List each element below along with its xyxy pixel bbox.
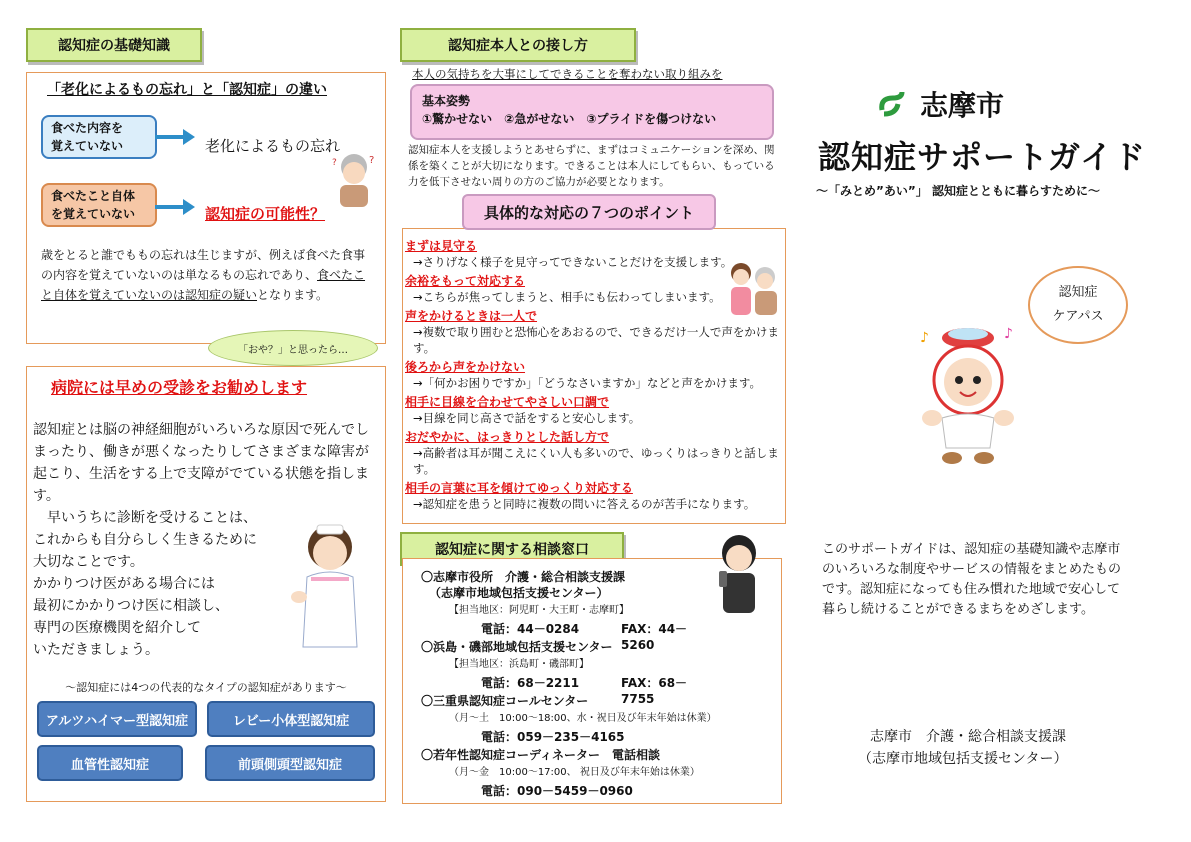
consult-name: 〇若年性認知症コーディネーター 電話相談 <box>421 748 661 762</box>
consult-sub: （志摩市地域包括支援センター） <box>429 586 609 600</box>
para-end: となります。 <box>257 288 329 302</box>
points-title: 具体的な対応の７つのポイント <box>462 194 716 230</box>
section-tag-label: 認知症に関する相談窓口 <box>435 542 589 558</box>
basics-box <box>26 72 386 344</box>
point-desc: →認知症を患うと同時に複数の問いに答えるのが苦手になります。 <box>413 497 756 511</box>
phone-operator-illustration <box>709 531 771 617</box>
point-desc: →こちらが焦ってしまうと、相手にも伝わってしまいます。 <box>413 290 721 304</box>
consult-fax: FAX：68－7755 <box>621 676 688 706</box>
footer-department: 志摩市 介護・総合相談支援課 <box>870 729 1066 745</box>
point-title: おだやかに、はっきりとした話し方で <box>405 430 610 444</box>
consult-name: 〇三重県認知症コールセンター <box>421 694 589 708</box>
city-logo-icon <box>876 88 910 118</box>
para-text: 歳をとると誰でももの忘れは生じますが、例えば食べた食事の内容を覚えていないのは単なるもの忘れであり、 <box>41 248 366 282</box>
case1-box: 食べた内容を 覚えていない <box>41 115 157 159</box>
consult-area: （月～金 10:00～17:00、 祝日及び年末年始は休業） <box>449 767 700 778</box>
case2-box: 食べたこと自体 を覚えていない <box>41 183 157 227</box>
approach-paragraph: 認知症本人を支援しようとあせらずに、まずはコミュニケーションを深め、関係を築くことが大切になります。できることは本人にしてもらい、もっている力を低下させない周りの方のご協力が必要となります。 <box>408 144 775 188</box>
guide-subtitle: ～「みとめ”あい”」 認知症とともに暮らすために～ <box>816 184 1100 198</box>
basic-attitude-box <box>410 84 774 140</box>
consult-tel: 電話：090－5459－0960 <box>481 784 633 798</box>
point-desc: →さりげなく様子を見守ってできないことだけを支援します。 <box>413 255 733 269</box>
difference-title: 「老化によるもの忘れ」と「認知症」の違い <box>47 82 327 98</box>
point-title: 余裕をもって対応する <box>405 274 526 288</box>
svg-text:?: ? <box>369 155 375 166</box>
consult-tel: 電話：059－235－4165 <box>481 730 625 744</box>
guide-intro: このサポートガイドは、認知症の基礎知識や志摩市のいろいろな制度やサービスの情報をまとめたものです。認知症になっても住み慣れた地域で安心して暮らし続けることができるまちをめざします。 <box>822 542 1122 617</box>
point-title: 相手の言葉に耳を傾けてゆっくり対応する <box>405 481 633 495</box>
arrow-head-icon <box>183 129 195 145</box>
svg-text:♪: ♪ <box>920 330 929 346</box>
section-tag-approach <box>400 28 636 62</box>
type-frontotemporal: 前頭側頭型認知症 <box>205 745 375 781</box>
case2-result: 認知症の可能性？ <box>205 205 326 223</box>
basic-attitude-label: 基本姿勢 <box>422 94 471 108</box>
points-box <box>402 228 786 524</box>
consult-area: （月～土 10:00～18:00、水・祝日及び年末年始は休業） <box>449 713 717 724</box>
consult-fax: FAX：44－5260 <box>621 622 688 652</box>
consult-tel: 電話：44－0284 <box>481 622 580 636</box>
p2-line: いただきましょう。 <box>33 642 159 658</box>
hospital-title: 病院には早めの受診をお勧めします <box>51 378 308 397</box>
types-caption: ～認知症には4つの代表的なタイプの認知症があります～ <box>65 681 347 694</box>
question-bubble: 「おや？」と思ったら… <box>208 330 378 366</box>
p2-line: 専門の医療機関を紹介して <box>33 620 201 636</box>
consult-box <box>402 558 782 804</box>
point-title: 相手に目線を合わせてやさしい口調で <box>405 395 610 409</box>
point-desc: →「何かお困りですか」「どうなさいますか」などと声をかけます。 <box>413 376 761 390</box>
hospital-paragraph2 <box>33 507 283 661</box>
point-title: まずは見守る <box>405 239 478 253</box>
section-tag-label: 認知症本人との接し方 <box>448 38 588 54</box>
consult-tel: 電話：68－2211 <box>481 676 580 690</box>
consult-name: 〇志摩市役所 介護・総合相談支援課 <box>421 570 626 584</box>
caregiver-illustration <box>725 259 783 319</box>
type-alzheimer: アルツハイマー型認知症 <box>37 701 197 737</box>
p2-line: 大切なことです。 <box>33 554 144 570</box>
p2-line: 最初にかかりつけ医に相談し、 <box>33 598 229 614</box>
nurse-illustration <box>285 517 375 657</box>
p2-line: 早いうちに診断を受けることは、 <box>33 510 257 526</box>
elderly-woman-illustration <box>329 151 379 209</box>
case1-result: 老化によるもの忘れ <box>205 137 341 155</box>
point-desc: →高齢者は耳が聞こえにくい人も多いので、ゆっくりはっきりと話します。 <box>413 446 779 476</box>
hospital-paragraph1: 認知症とは脳の神経細胞がいろいろな原因で死んでしまったり、働きが悪くなったりしてさまざまな障害が起こり、生活をする上で支障がでている状態を指します。 <box>33 422 369 504</box>
svg-text:?: ? <box>332 158 337 168</box>
consult-name: 〇浜島・磯部地域包括支援センター <box>421 640 613 654</box>
point-desc: →目線を同じ高さで話をすると安心します。 <box>413 411 641 425</box>
p2-line: かかりつけ医がある場合には <box>33 576 215 592</box>
consult-list <box>421 569 717 799</box>
arrow-head-icon <box>183 199 195 215</box>
basics-paragraph <box>41 245 371 305</box>
consult-area: 【担当地区：浜島町・磯部町】 <box>449 659 589 670</box>
point-desc: →複数で取り囲むと恐怖心をあおるので、できるだけ一人で声をかけます。 <box>413 325 779 355</box>
arrow-icon <box>155 135 185 139</box>
arrow-icon <box>155 205 185 209</box>
approach-subtitle: 本人の気持ちを大事にしてできることを奪わない取り組みを <box>412 67 723 81</box>
type-vascular: 血管性認知症 <box>37 745 183 781</box>
section-tag-basics <box>26 28 202 62</box>
svg-text:♪: ♪ <box>1004 326 1013 342</box>
mascot-illustration <box>912 318 1022 478</box>
p2-line: これからも自分らしく生きるために <box>33 532 257 548</box>
point-title: 声をかけるときは一人で <box>405 309 538 323</box>
basic-attitude-items: ①驚かせない ②急がせない ③プライドを傷つけない <box>422 112 717 126</box>
consult-area: 【担当地区：阿児町・大王町・志摩町】 <box>449 605 629 616</box>
type-lewy: レビー小体型認知症 <box>207 701 375 737</box>
para-underlined: 食べたこと自体を覚えていないのは認知症の疑い <box>41 268 366 302</box>
care-path-bubble: 認知症 ケアパス <box>1028 266 1128 344</box>
guide-title: 認知症サポートガイド <box>818 138 1147 176</box>
hospital-box <box>26 366 386 802</box>
footer-center: （志摩市地域包括支援センター） <box>858 751 1068 767</box>
section-tag-label: 認知症の基礎知識 <box>58 38 170 54</box>
city-name: 志摩市 <box>920 89 1005 122</box>
point-title: 後ろから声をかけない <box>405 360 526 374</box>
